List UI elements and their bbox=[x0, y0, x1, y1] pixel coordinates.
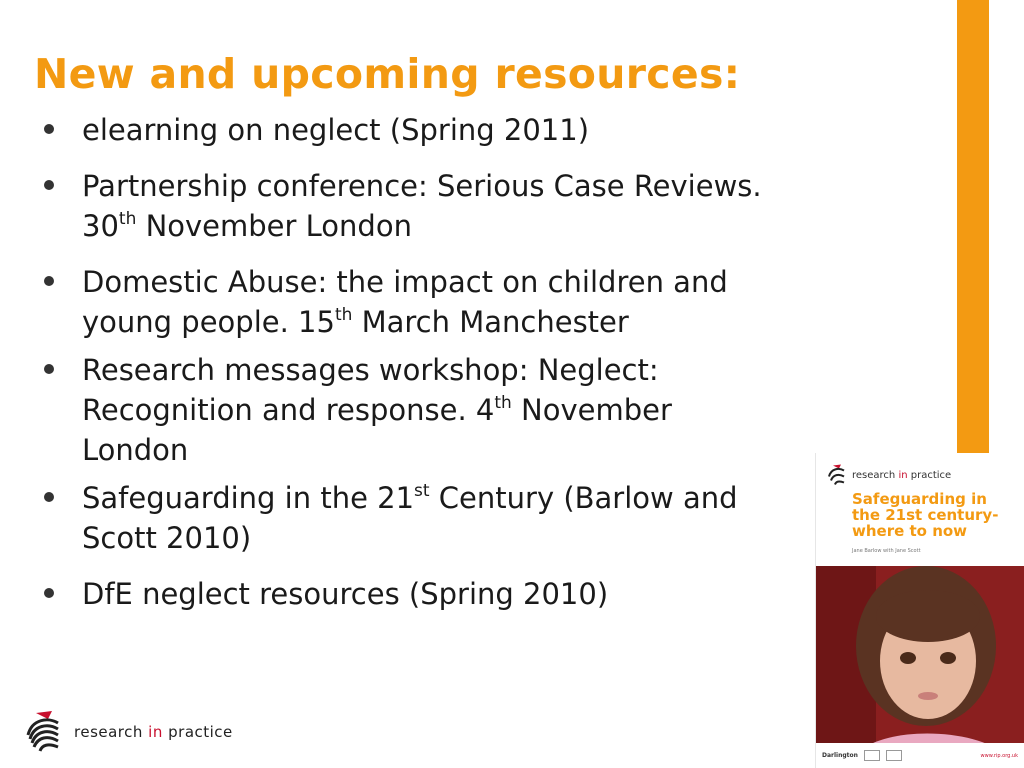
bullet-item bbox=[44, 350, 874, 470]
bullet-dot-icon bbox=[44, 492, 54, 502]
ordinal-suffix: th bbox=[118, 209, 137, 229]
bullet-text: March Manchester bbox=[352, 305, 629, 339]
bullet-text: Research messages workshop: Neglect: bbox=[82, 353, 659, 387]
logo-wordmark: research in practice bbox=[74, 723, 233, 741]
bullet-text: November London bbox=[136, 209, 412, 243]
bullet-dot-icon bbox=[44, 276, 54, 286]
cover-title: Safeguarding in the 21st century- where to now bbox=[852, 490, 999, 540]
bullet-text: Partnership conference: Serious Case Reviews. bbox=[82, 169, 762, 203]
accent-bar bbox=[957, 0, 989, 455]
bullet-text: Century (Barlow and bbox=[429, 481, 738, 515]
bullet-dot-icon bbox=[44, 364, 54, 374]
bullet-dot-icon bbox=[44, 588, 54, 598]
bullet-dot-icon bbox=[44, 180, 54, 190]
ordinal-suffix: th bbox=[334, 305, 353, 325]
cover-publisher: Darlington bbox=[822, 752, 858, 759]
bullet-item bbox=[44, 262, 874, 342]
cover-brand-text: research in practice bbox=[852, 469, 952, 481]
bullet-text: DfE neglect resources (Spring 2010) bbox=[82, 577, 609, 611]
bullet-text: Domestic Abuse: the impact on children and bbox=[82, 265, 728, 299]
bullet-text: London bbox=[82, 433, 189, 467]
bullet-item bbox=[44, 166, 874, 246]
cover-url: www.rip.org.uk bbox=[980, 752, 1018, 759]
bullet-item bbox=[44, 478, 874, 558]
bullet-text: Safeguarding in the 21 bbox=[82, 481, 415, 515]
child-photo-image bbox=[816, 566, 1024, 756]
bullet-item bbox=[44, 574, 874, 614]
bullet-text: Scott 2010) bbox=[82, 521, 252, 555]
partner-logo-icon bbox=[886, 750, 902, 761]
bullet-text: elearning on neglect (Spring 2011) bbox=[82, 113, 590, 147]
rip-logo-icon bbox=[826, 463, 848, 487]
bullet-list bbox=[44, 110, 874, 630]
ordinal-suffix: st bbox=[414, 481, 430, 501]
bullet-text: November bbox=[511, 393, 672, 427]
bullet-item bbox=[44, 110, 874, 150]
bullet-dot-icon bbox=[44, 124, 54, 134]
cover-footer bbox=[816, 743, 1024, 768]
bullet-text: young people. 15 bbox=[82, 305, 335, 339]
partner-logo-icon bbox=[864, 750, 880, 761]
ordinal-suffix: th bbox=[494, 393, 512, 413]
book-cover-image bbox=[816, 453, 1024, 768]
slide-title: New and upcoming resources: bbox=[34, 50, 741, 98]
bullet-text: 30 bbox=[82, 209, 119, 243]
rip-logo-icon bbox=[22, 709, 66, 755]
cover-authors: Jane Barlow with Jane Scott bbox=[852, 548, 921, 554]
cover-brand bbox=[826, 463, 951, 487]
bullet-text: Recognition and response. 4 bbox=[82, 393, 495, 427]
research-in-practice-logo bbox=[22, 706, 262, 758]
